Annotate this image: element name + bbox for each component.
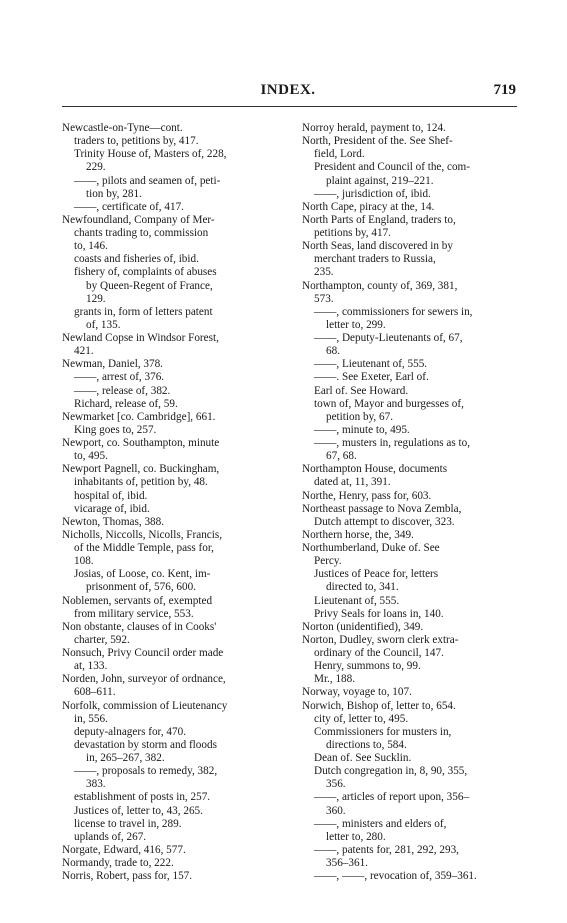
index-entry: Dutch attempt to discover, 323. — [314, 515, 455, 528]
index-entry: ——, certificate of, 417. — [74, 200, 184, 213]
index-entry: Earl of. See Howard. — [314, 384, 409, 397]
index-entry: Josias, of Loose, co. Kent, im- — [74, 568, 211, 581]
index-entry: 356. — [326, 778, 346, 791]
index-entry: 67, 68. — [326, 450, 357, 463]
index-entry: Norway, voyage to, 107. — [302, 686, 412, 699]
index-entry: ——. See Exeter, Earl of. — [314, 371, 429, 384]
index-entry: North Seas, land discovered in by — [302, 240, 453, 253]
index-entry: tion by, 281. — [86, 187, 142, 200]
index-entry: Northeast passage to Nova Zembla, — [302, 502, 462, 515]
index-entry: Privy Seals for loans in, 140. — [314, 607, 444, 620]
index-entry: Newport, co. Southampton, minute — [62, 437, 220, 449]
index-entry: North Parts of England, traders to, — [302, 213, 456, 226]
index-entry: coasts and fisheries of, ibid. — [74, 253, 199, 266]
index-entry: Henry, summons to, 99. — [314, 660, 421, 673]
index-entry: deputy-alnagers for, 470. — [74, 725, 187, 738]
index-entry: Newton, Thomas, 388. — [62, 515, 165, 528]
index-entry: town of, Mayor and burgesses of, — [314, 397, 464, 410]
index-entry: vicarage of, ibid. — [74, 502, 150, 515]
index-entry: Lieutenant of, 555. — [314, 594, 400, 607]
index-entry: ——, proposals to remedy, 382, — [74, 765, 218, 778]
index-entry: ——, patents for, 281, 292, 293, — [314, 843, 459, 856]
index-entry: 608–611. — [74, 686, 116, 699]
index-entry: ——, articles of report upon, 356– — [314, 791, 470, 804]
index-entry: Justices of Peace for, letters — [314, 568, 439, 581]
index-entry: 68. — [326, 345, 340, 358]
index-entry: of the Middle Temple, pass for, — [74, 542, 214, 554]
index-entry: 108. — [74, 555, 94, 568]
index-entry: Non obstante, clauses of in Cooks' — [62, 620, 217, 633]
index-entry: chants trading to, commission — [74, 227, 209, 239]
page-title: INDEX. — [260, 82, 316, 98]
index-entry: Norfolk, commission of Lieutenancy — [62, 699, 228, 712]
index-entry: establishment of posts in, 257. — [74, 791, 211, 804]
index-entry: 356–361. — [326, 857, 368, 869]
index-entry: Newcastle-on-Tyne—cont. — [62, 122, 183, 134]
index-entry: grants in, form of letters patent — [74, 305, 213, 318]
index-entry: ——, release of, 382. — [74, 384, 171, 397]
index-entry: Norgate, Edward, 416, 577. — [62, 843, 186, 856]
index-entry: Newmarket [co. Cambridge], 661. — [62, 410, 216, 423]
index-entry: Newland Copse in Windsor Forest, — [62, 332, 219, 344]
index-entry: ——, ministers and elders of, — [314, 817, 447, 830]
index-entry: Northe, Henry, pass for, 603. — [302, 489, 432, 502]
page-header — [60, 82, 516, 102]
index-entry: charter, 592. — [74, 633, 130, 646]
index-column-right — [302, 122, 524, 883]
index-entry: field, Lord. — [314, 148, 365, 161]
index-entry: Justices of, letter to, 43, 265. — [74, 804, 203, 817]
index-entry: to, 495. — [74, 450, 108, 463]
index-entry: Trinity House of, Masters of, 228, — [74, 148, 227, 161]
index-entry: 360. — [326, 804, 346, 817]
index-entry: ——, ——, revocation of, 359–361. — [314, 870, 477, 883]
index-entry: by Queen-Regent of France, — [86, 279, 213, 292]
index-entry: plaint against, 219–221. — [326, 174, 434, 187]
index-entry: ordinary of the Council, 147. — [314, 647, 444, 659]
index-entry: letter to, 299. — [326, 318, 386, 331]
index-entry: in, 556. — [74, 712, 108, 725]
index-entry: 421. — [74, 345, 94, 358]
index-entry: 383. — [86, 778, 106, 791]
index-entry: merchant traders to Russia, — [314, 253, 436, 266]
index-entry: Commissioners for musters in, — [314, 725, 452, 738]
index-entry: Newman, Daniel, 378. — [62, 358, 163, 371]
index-entry: Nicholls, Niccolls, Nicolls, Francis, — [62, 528, 223, 541]
index-entry: in, 265–267, 382. — [86, 752, 165, 764]
index-entry: 235. — [314, 266, 334, 279]
index-entry: Noblemen, servants of, exempted — [62, 594, 213, 607]
index-entry: ——, commissioners for sewers in, — [314, 305, 473, 318]
index-entry: devastation by storm and floods — [74, 738, 217, 751]
index-entry: ——, Deputy-Lieutenants of, 67, — [314, 332, 463, 344]
index-entry: Nonsuch, Privy Council order made — [62, 647, 224, 659]
index-entry: Northampton, county of, 369, 381, — [302, 279, 458, 292]
index-entry: prisonment of, 576, 600. — [86, 581, 197, 594]
index-entry: 229. — [86, 161, 106, 174]
index-entry: Norroy herald, payment to, 124. — [302, 122, 446, 134]
index-entry: Mr., 188. — [314, 673, 356, 686]
index-entry: ——, minute to, 495. — [314, 423, 410, 436]
index-entry: Richard, release of, 59. — [74, 397, 178, 410]
index-entry: Newfoundland, Company of Mer- — [62, 213, 215, 226]
index-entry: at, 133. — [74, 660, 108, 673]
index-entry: ——, musters in, regulations as to, — [314, 437, 470, 449]
index-entry: Percy. — [314, 555, 342, 568]
index-entry: from military service, 553. — [74, 607, 194, 620]
index-entry: 573. — [314, 292, 334, 305]
index-entry: ——, pilots and seamen of, peti- — [74, 174, 221, 187]
index-entry: directed to, 341. — [326, 581, 399, 594]
index-entry: Norton, Dudley, sworn clerk extra- — [302, 633, 459, 646]
index-entry: ——, arrest of, 376. — [74, 371, 165, 384]
index-entry: Normandy, trade to, 222. — [62, 857, 174, 869]
index-entry: Norton (unidentified), 349. — [302, 620, 424, 633]
index-entry: of, 135. — [86, 318, 121, 331]
index-entry: city of, letter to, 495. — [314, 712, 409, 725]
index-entry: King goes to, 257. — [74, 423, 157, 436]
index-entry: letter to, 280. — [326, 830, 386, 843]
index-entry: 129. — [86, 292, 106, 305]
index-entry: Northumberland, Duke of. See — [302, 542, 440, 554]
index-entry: petitions by, 417. — [314, 227, 391, 239]
index-entry: Norden, John, surveyor of ordnance, — [62, 673, 226, 686]
header-rule — [62, 106, 517, 107]
index-entry: Northampton House, documents — [302, 463, 448, 476]
index-entry: Dutch congregation in, 8, 90, 355, — [314, 765, 468, 778]
index-entry: Northern horse, the, 349. — [302, 528, 414, 541]
index-entry: uplands of, 267. — [74, 830, 147, 843]
index-entry: petition by, 67. — [326, 410, 394, 423]
index-entry: directions to, 584. — [326, 738, 407, 751]
index-entry: ——, Lieutenant of, 555. — [314, 358, 428, 371]
index-entry: North Cape, piracy at the, 14. — [302, 200, 435, 213]
index-entry: Norwich, Bishop of, letter to, 654. — [302, 699, 456, 712]
index-entry: ——, jurisdiction of, ibid. — [314, 187, 431, 200]
index-entry: traders to, petitions by, 417. — [74, 135, 199, 148]
index-entry: to, 146. — [74, 240, 108, 253]
index-entry: hospital of, ibid. — [74, 489, 148, 502]
index-entry: President and Council of the, com- — [314, 161, 470, 174]
index-entry: North, President of the. See Shef- — [302, 135, 453, 148]
index-entry: Newport Pagnell, co. Buckingham, — [62, 463, 220, 476]
index-entry: fishery of, complaints of abuses — [74, 266, 217, 279]
index-entry: Norris, Robert, pass for, 157. — [62, 870, 193, 883]
index-column-left — [62, 122, 284, 883]
page-number: 719 — [493, 82, 516, 98]
index-entry: dated at, 11, 391. — [314, 476, 391, 489]
index-entry: license to travel in, 289. — [74, 817, 182, 830]
index-entry: Dean of. See Sucklin. — [314, 752, 412, 764]
index-entry: inhabitants of, petition by, 48. — [74, 476, 208, 489]
